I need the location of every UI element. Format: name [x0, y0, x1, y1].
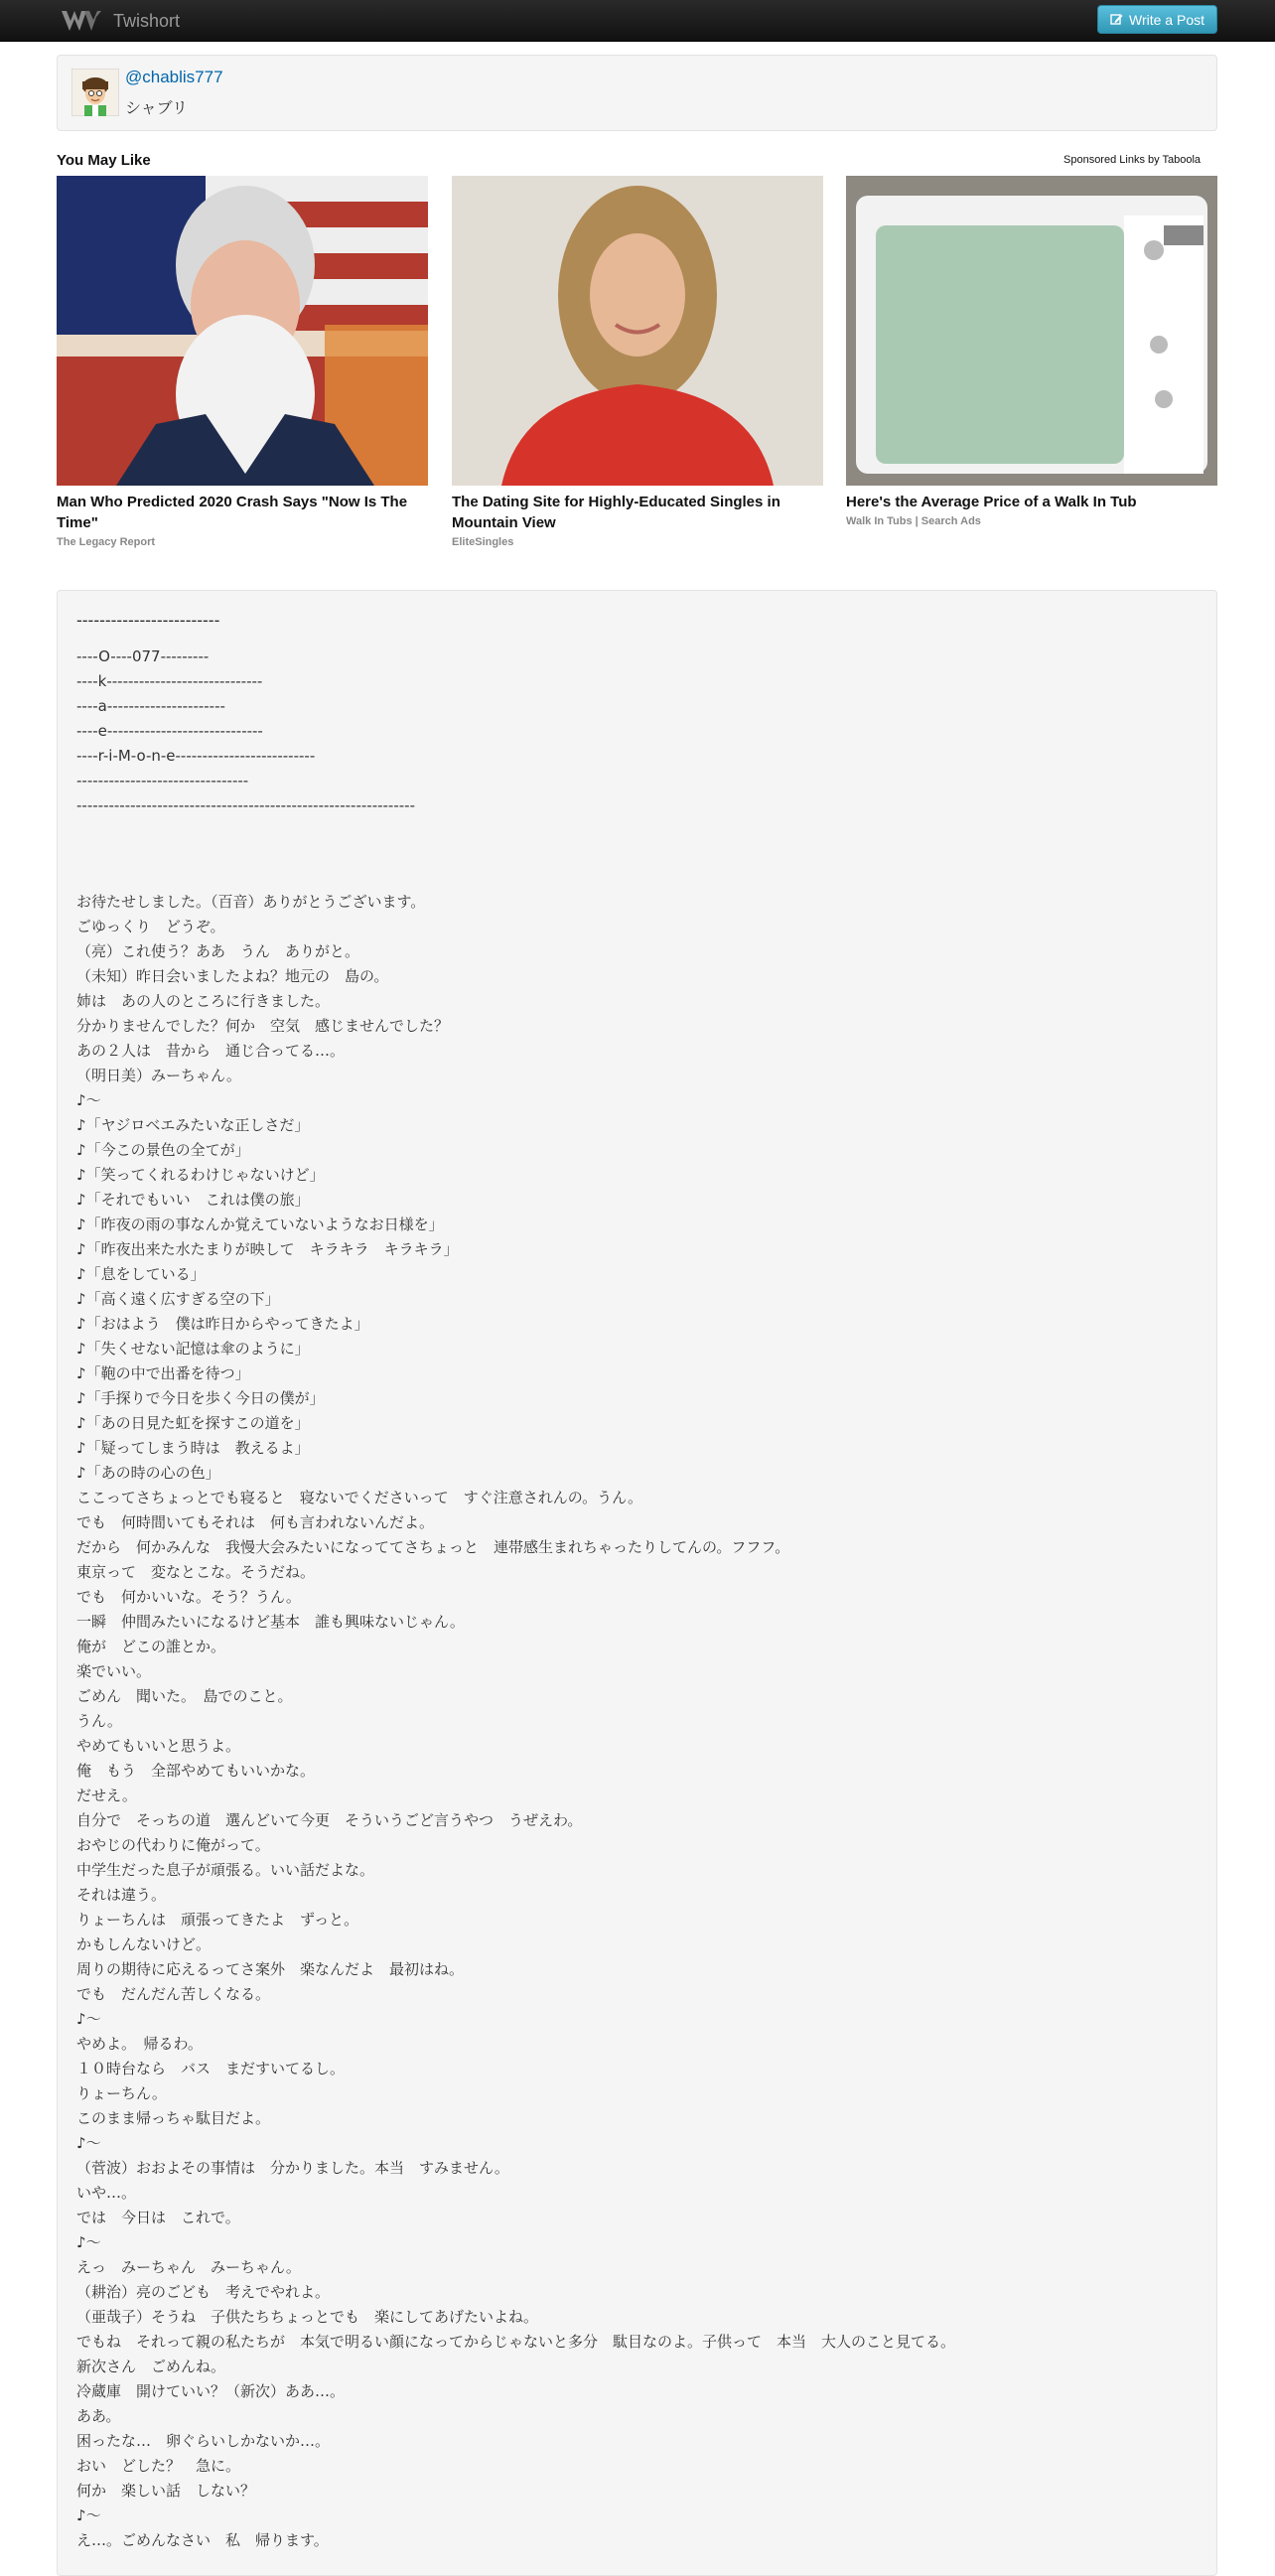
post-line: 中学生だった息子が頑張る。いい話だよな。	[76, 1861, 375, 1879]
post-line: おい どした？ 急に。	[76, 2457, 241, 2475]
post-line: 困ったな… 卵ぐらいしかないか…。	[76, 2432, 331, 2450]
post-header-line: --------------------------------	[76, 772, 249, 789]
post-line: でもね それって親の私たちが 本気で明るい顔になってからじゃないと多分 駄目なのよ。子供って 本当 大人のこと見てる。	[76, 2333, 956, 2351]
post-line: えっ みーちゃん みーちゃん。	[76, 2258, 301, 2276]
post-line: ♪「疑ってしまう時は 教えるよ」	[76, 1439, 310, 1457]
user-handle: chablis777	[142, 68, 223, 86]
brand-name: Twishort	[113, 10, 181, 31]
post-line: ♪「鞄の中で出番を待つ」	[76, 1364, 250, 1382]
ad-card[interactable]	[57, 176, 428, 548]
post-line: （耕治）亮のごども 考えでやれよ。	[76, 2283, 331, 2301]
post-line: 何か 楽しい話 しない？	[76, 2482, 256, 2500]
sponsored-links-label[interactable]: Sponsored Links by Taboola	[1063, 154, 1202, 166]
post-line: ♪「ヤジロベエみたいな正しさだ」	[76, 1116, 310, 1134]
user-handle-link[interactable]	[125, 68, 223, 87]
ad-title[interactable]: The Dating Site for Highly-Educated Singles in Mountain View	[452, 494, 780, 531]
write-post-button[interactable]	[1097, 5, 1217, 34]
post-line: ♪「手探りで今日を歩く今日の僕が」	[76, 1389, 325, 1407]
ad-title[interactable]: Here's the Average Price of a Walk In Tub	[846, 494, 1137, 510]
post-line: ♪～	[76, 2233, 101, 2251]
post-header-line: ----O----077---------	[76, 647, 210, 665]
post-header-lines	[76, 644, 415, 818]
post-line: ♪「今この景色の全てが」	[76, 1141, 250, 1159]
post-line: ♪「失くせない記憶は傘のように」	[76, 1340, 310, 1358]
top-navbar	[0, 0, 1275, 42]
post-line: ♪「あの日見た虹を探すこの道を」	[76, 1414, 310, 1432]
post-line: ♪「おはよう 僕は昨日からやってきたよ」	[76, 1315, 369, 1333]
post-line: ああ。	[76, 2407, 121, 2425]
you-may-like-heading: You May Like	[57, 152, 151, 169]
post-line: （明日美）みーちゃん。	[76, 1067, 241, 1084]
post-line: （菅波）おおよその事情は 分かりました。本当 すみません。	[76, 2159, 509, 2177]
post-line: ♪～	[76, 1091, 101, 1109]
write-post-label: Write a Post	[1129, 11, 1204, 28]
post-line: ♪「昨夜出来た水たまりが映して キラキラ キラキラ」	[76, 1240, 459, 1258]
twishort-logo-icon	[60, 8, 103, 34]
avatar[interactable]	[71, 69, 119, 116]
post-content	[57, 590, 1217, 2576]
post-header-line: ----r-i-M-o-n-e--------------------------	[76, 747, 316, 765]
post-header-line: ----a----------------------	[76, 697, 225, 715]
user-info-panel	[57, 55, 1217, 131]
post-line: 冷蔵庫 開けていい？（新次）ああ…。	[76, 2382, 346, 2400]
user-display-name: シャブリ	[125, 98, 189, 117]
post-line: （亮）これ使う？ああ うん ありがと。	[76, 942, 360, 960]
edit-icon	[1110, 13, 1123, 26]
post-line: やめよ。 帰るわ。	[76, 2035, 203, 2053]
post-line: 自分で そっちの道 選んどいて今更 そういうごど言うやつ うぜえわ。	[76, 1811, 583, 1829]
post-line: 東京って 変なとこな。そうだね。	[76, 1563, 316, 1581]
post-line: では 今日は これで。	[76, 2209, 240, 2226]
post-line: ♪～	[76, 2134, 101, 2152]
post-line: 姉は あの人のところに行きました。	[76, 992, 331, 1010]
post-line: でも 何時間いてもそれは 何も言われないんだよ。	[76, 1513, 435, 1531]
post-header-line: ----k-----------------------------	[76, 672, 263, 690]
post-line: 分かりませんでした？何か 空気 感じませんでした？	[76, 1017, 450, 1035]
post-line: りょーちんは 頑張ってきたよ ずっと。	[76, 1911, 359, 1929]
post-line: え…。ごめんなさい 私 帰ります。	[76, 2531, 329, 2549]
post-line: かもしんないけど。	[76, 1935, 212, 1953]
ad-source: The Legacy Report	[57, 536, 156, 548]
post-line: やめてもいいと思うよ。	[76, 1737, 241, 1755]
post-line: ごめん 聞いた。 島でのこと。	[76, 1687, 293, 1705]
post-line: １０時台なら バス まだすいてるし。	[76, 2060, 346, 2077]
post-line: ♪～	[76, 2506, 101, 2524]
post-line: ♪～	[76, 2010, 101, 2028]
ad-title[interactable]: Man Who Predicted 2020 Crash Says "Now Is The Time"	[57, 494, 408, 531]
post-line: だせえ。	[76, 1787, 137, 1804]
post-line: りょーちん。	[76, 2084, 167, 2102]
at-symbol: @	[125, 68, 143, 86]
post-line: ♪「昨夜の雨の事なんか覚えていないようなお日様を」	[76, 1216, 444, 1233]
post-line: 俺 もう 全部やめてもいいかな。	[76, 1762, 316, 1780]
post-header-line: ----e-----------------------------	[76, 722, 263, 740]
post-line: いや…。	[76, 2184, 137, 2202]
post-line: ごゆっくり どうぞ。	[76, 918, 225, 935]
post-line: ♪「息をしている」	[76, 1265, 206, 1283]
post-line: お待たせしました。（百音）ありがとうございます。	[76, 893, 426, 911]
post-line: あの２人は 昔から 通じ合ってる…。	[76, 1042, 346, 1060]
post-body	[76, 890, 955, 2553]
post-line: ♪「高く遠く広すぎる空の下」	[76, 1290, 280, 1308]
ad-image[interactable]	[452, 176, 823, 486]
post-heading: -------------------------	[76, 611, 220, 630]
post-line: おやじの代わりに俺がって。	[76, 1836, 270, 1854]
post-line: うん。	[76, 1712, 122, 1730]
post-line: （亜哉子）そうね 子供たちちょっとでも 楽にしてあげたいよね。	[76, 2308, 539, 2326]
brand-link[interactable]	[60, 6, 180, 36]
post-line: でも だんだん苦しくなる。	[76, 1985, 271, 2003]
post-line: 楽でいい。	[76, 1662, 152, 1680]
post-line: ♪「あの時の心の色」	[76, 1464, 220, 1482]
ad-source: Walk In Tubs | Search Ads	[846, 515, 981, 527]
ad-card[interactable]	[846, 176, 1217, 527]
post-line: 周りの期待に応えるってさ案外 楽なんだよ 最初はね。	[76, 1960, 465, 1978]
post-line: 新次さん ごめんね。	[76, 2358, 226, 2375]
ad-image[interactable]	[846, 176, 1217, 486]
post-line: だから 何かみんな 我慢大会みたいになっててさちょっと 連帯感生まれちゃったりしてんの。フフフ。	[76, 1538, 790, 1556]
post-header-line: ---------------------------------------------------------------	[76, 796, 415, 814]
post-line: それは違う。	[76, 1886, 167, 1904]
ad-source: EliteSingles	[452, 536, 514, 548]
post-line: でも 何かいいな。そう？うん。	[76, 1588, 301, 1606]
post-line: ♪「笑ってくれるわけじゃないけど」	[76, 1166, 325, 1184]
post-line: 一瞬 仲間みたいになるけど基本 誰も興味ないじゃん。	[76, 1613, 465, 1631]
ad-image[interactable]	[57, 176, 428, 486]
post-line: ここってさちょっとでも寝ると 寝ないでくださいって すぐ注意されんの。うん。	[76, 1489, 643, 1506]
post-line: ♪「それでもいい これは僕の旅」	[76, 1191, 310, 1209]
post-line: （未知）昨日会いましたよね？地元の 島の。	[76, 967, 389, 985]
post-line: このまま帰っちゃ駄目だよ。	[76, 2109, 271, 2127]
post-line: 俺が どこの誰とか。	[76, 1638, 226, 1655]
ad-card[interactable]	[452, 176, 823, 548]
